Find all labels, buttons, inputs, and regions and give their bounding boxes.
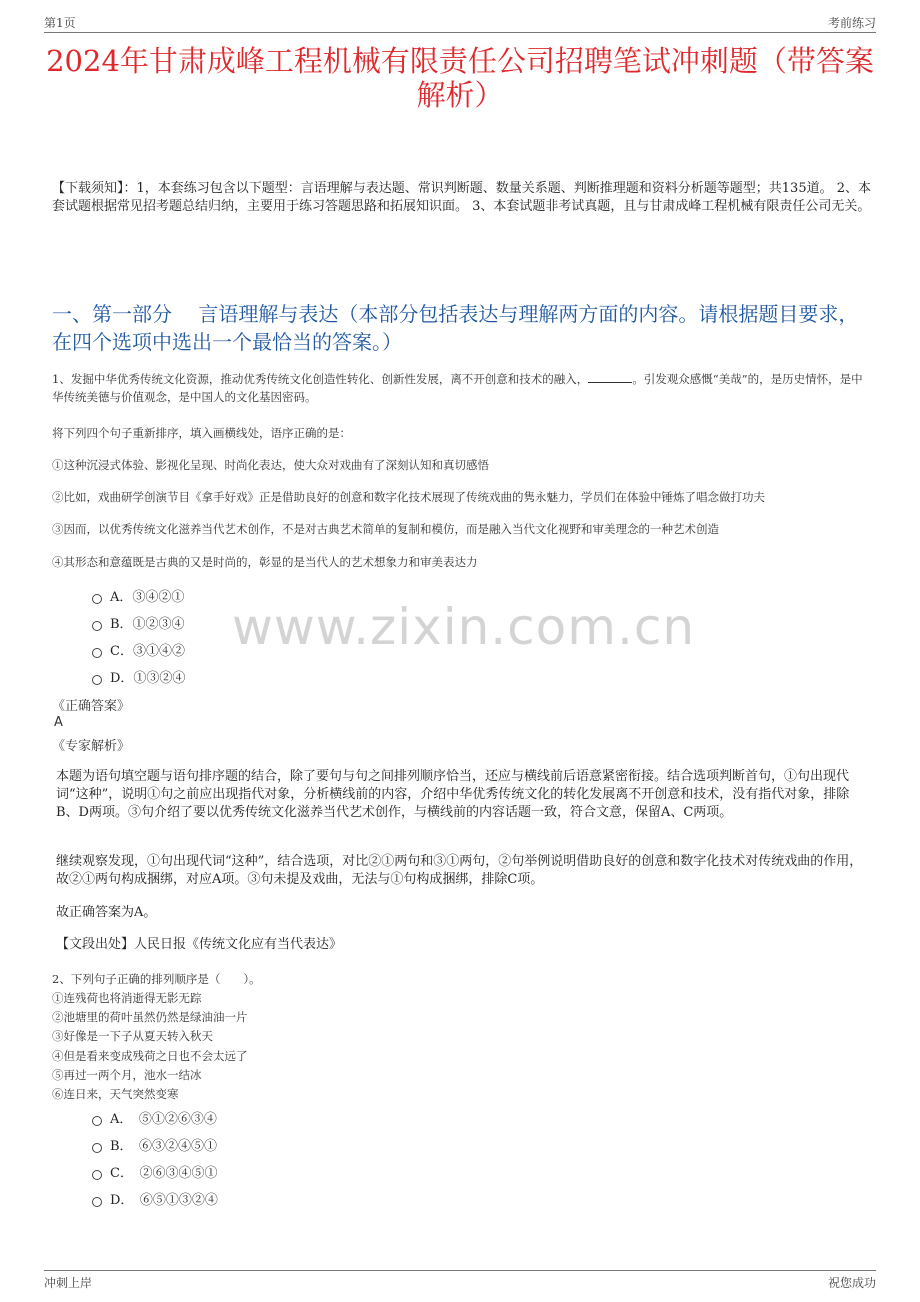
radio-icon[interactable] bbox=[92, 621, 102, 631]
q2-line-6: ⑥连日来，天气突然变寒 bbox=[52, 1087, 179, 1101]
blank-line bbox=[588, 372, 632, 383]
question-1-stem-a: 1、发掘中华优秀传统文化资源，推动优秀传统文化创造性转化、创新性发展，离不开创意和技术的融入， bbox=[52, 372, 589, 386]
answer-label: 《正确答案》 bbox=[52, 699, 131, 714]
sentence-3: ③因而，以优秀传统文化滋养当代艺术创作，不是对古典艺术简单的复制和模仿，而是融入当代文化视野和审美理念的一种艺术创造 bbox=[52, 522, 719, 536]
question-1-instruction: 将下列四个句子重新排序，填入画横线处，语序正确的是： bbox=[52, 426, 351, 440]
radio-icon[interactable] bbox=[92, 594, 102, 604]
q2-option-a[interactable] bbox=[92, 1108, 217, 1127]
sentence-2: ②比如，戏曲研学创演节目《拿手好戏》正是借助良好的创意和数字化技术展现了传统戏曲的隽永魅力，学员们在体验中锤炼了唱念做打功夫 bbox=[52, 490, 765, 504]
radio-icon[interactable] bbox=[92, 1197, 102, 1207]
q2-line-4: ④但是看来变成残荷之日也不会太远了 bbox=[52, 1049, 248, 1063]
question-2-stem: 2、下列句子正确的排列顺序是（ ）。 bbox=[52, 972, 261, 986]
q2-line-5: ⑤再过一两个月，池水一结冰 bbox=[52, 1068, 202, 1082]
option-label: D．①③②④ bbox=[110, 671, 186, 686]
sentence-1: ①这种沉浸式体验、影视化呈现、时尚化表达，使大众对戏曲有了深刻认知和真切感悟 bbox=[52, 458, 489, 472]
radio-icon[interactable] bbox=[92, 675, 102, 685]
q2-line-3: ③好像是一下子从夏天转入秋天 bbox=[52, 1029, 213, 1043]
option-label: A． ⑤①②⑥③④ bbox=[110, 1112, 217, 1127]
analysis-label: 《专家解析》 bbox=[52, 739, 131, 754]
answer-value: A bbox=[54, 715, 63, 730]
header-tag: 考前练习 bbox=[827, 16, 876, 30]
page-title: 2024年甘肃成峰工程机械有限责任公司招聘笔试冲刺题（带答案解析） bbox=[46, 44, 874, 112]
sentence-4: ④其形态和意蕴既是古典的又是时尚的，彰显的是当代人的艺术想象力和审美表达力 bbox=[52, 555, 478, 569]
download-notice: 【下载须知】：1，本套练习包含以下题型：言语理解与表达题、常识判断题、数量关系题、判断推理题和资料分析题等题型；共135道。 2、本套试题根据常见招考题总结归纳，主要用于练习答题思路和拓展知识面。 3、本套试题非考试真题，且与甘肃成峰工程机械有限责任公司无关。 bbox=[52, 181, 871, 214]
text-source: 【文段出处】人民日报《传统文化应有当代表达》 bbox=[56, 937, 343, 952]
analysis-paragraph-2: 继续观察发现，①句出现代词“这种”，结合选项，对比②①两句和③①两句，②句举例说明借助良好的创意和数字化技术对传统戏曲的作用，故②①两句构成捆绑，对应A项。③句未提及戏曲，无法与①句构成捆绑，排除C项。 bbox=[56, 854, 863, 887]
option-label: D． ⑥⑤①③②④ bbox=[110, 1193, 218, 1208]
option-label: A．③④②① bbox=[110, 590, 185, 605]
section-heading: 一、第一部分 言语理解与表达（本部分包括表达与理解两方面的内容。请根据题目要求，在四个选项中选出一个最恰当的答案。） bbox=[52, 302, 859, 354]
watermark: www.zixin.com.cn bbox=[232, 598, 696, 656]
analysis-paragraph-3: 故正确答案为A。 bbox=[56, 905, 157, 920]
option-label: C． ②⑥③④⑤① bbox=[110, 1166, 218, 1181]
q1-option-b[interactable] bbox=[92, 613, 185, 632]
q2-option-c[interactable] bbox=[92, 1162, 217, 1181]
page-number: 第1页 bbox=[44, 16, 76, 30]
footer-divider bbox=[44, 1270, 876, 1271]
q1-option-a[interactable] bbox=[92, 586, 184, 605]
q1-option-c[interactable] bbox=[92, 640, 185, 659]
radio-icon[interactable] bbox=[92, 1170, 102, 1180]
option-label: B． ⑥③②④⑤① bbox=[110, 1139, 218, 1154]
radio-icon[interactable] bbox=[92, 1143, 102, 1153]
q2-option-b[interactable] bbox=[92, 1135, 217, 1154]
q2-line-1: ①连残荷也将消逝得无影无踪 bbox=[52, 991, 202, 1005]
option-label: C．③①④② bbox=[110, 644, 185, 659]
radio-icon[interactable] bbox=[92, 1116, 102, 1126]
footer-left: 冲刺上岸 bbox=[44, 1276, 93, 1290]
analysis-paragraph-1: 本题为语句填空题与语句排序题的结合，除了要句与句之间排列顺序恰当，还应与横线前后语意紧密衔接。结合选项判断首句，①句出现代词“这种”，说明①句之前应出现指代对象，分析横线前的内容，介绍中华优秀传统文化的转化发展离不开创意和技术，没有指代对象，排除B、D两项。③句介绍了要以优秀传统文化滋养当代艺术创作，与横线前的内容话题一致，符合文意，保留A、C两项。 bbox=[56, 769, 850, 820]
option-label: B．①②③④ bbox=[110, 617, 185, 632]
footer-right: 祝您成功 bbox=[827, 1276, 876, 1290]
q1-option-d[interactable] bbox=[92, 667, 185, 686]
q2-line-2: ②池塘里的荷叶虽然仍然是绿油油一片 bbox=[52, 1010, 248, 1024]
question-1-stem-b: 。引发观众感慨“美哉”的，是历史情怀，是中华传统美德与价值观念，是中国人的文化基因密码。 bbox=[52, 372, 863, 404]
question-1-stem bbox=[52, 370, 872, 406]
q2-option-d[interactable] bbox=[92, 1189, 218, 1208]
radio-icon[interactable] bbox=[92, 648, 102, 658]
header-divider bbox=[44, 32, 876, 33]
